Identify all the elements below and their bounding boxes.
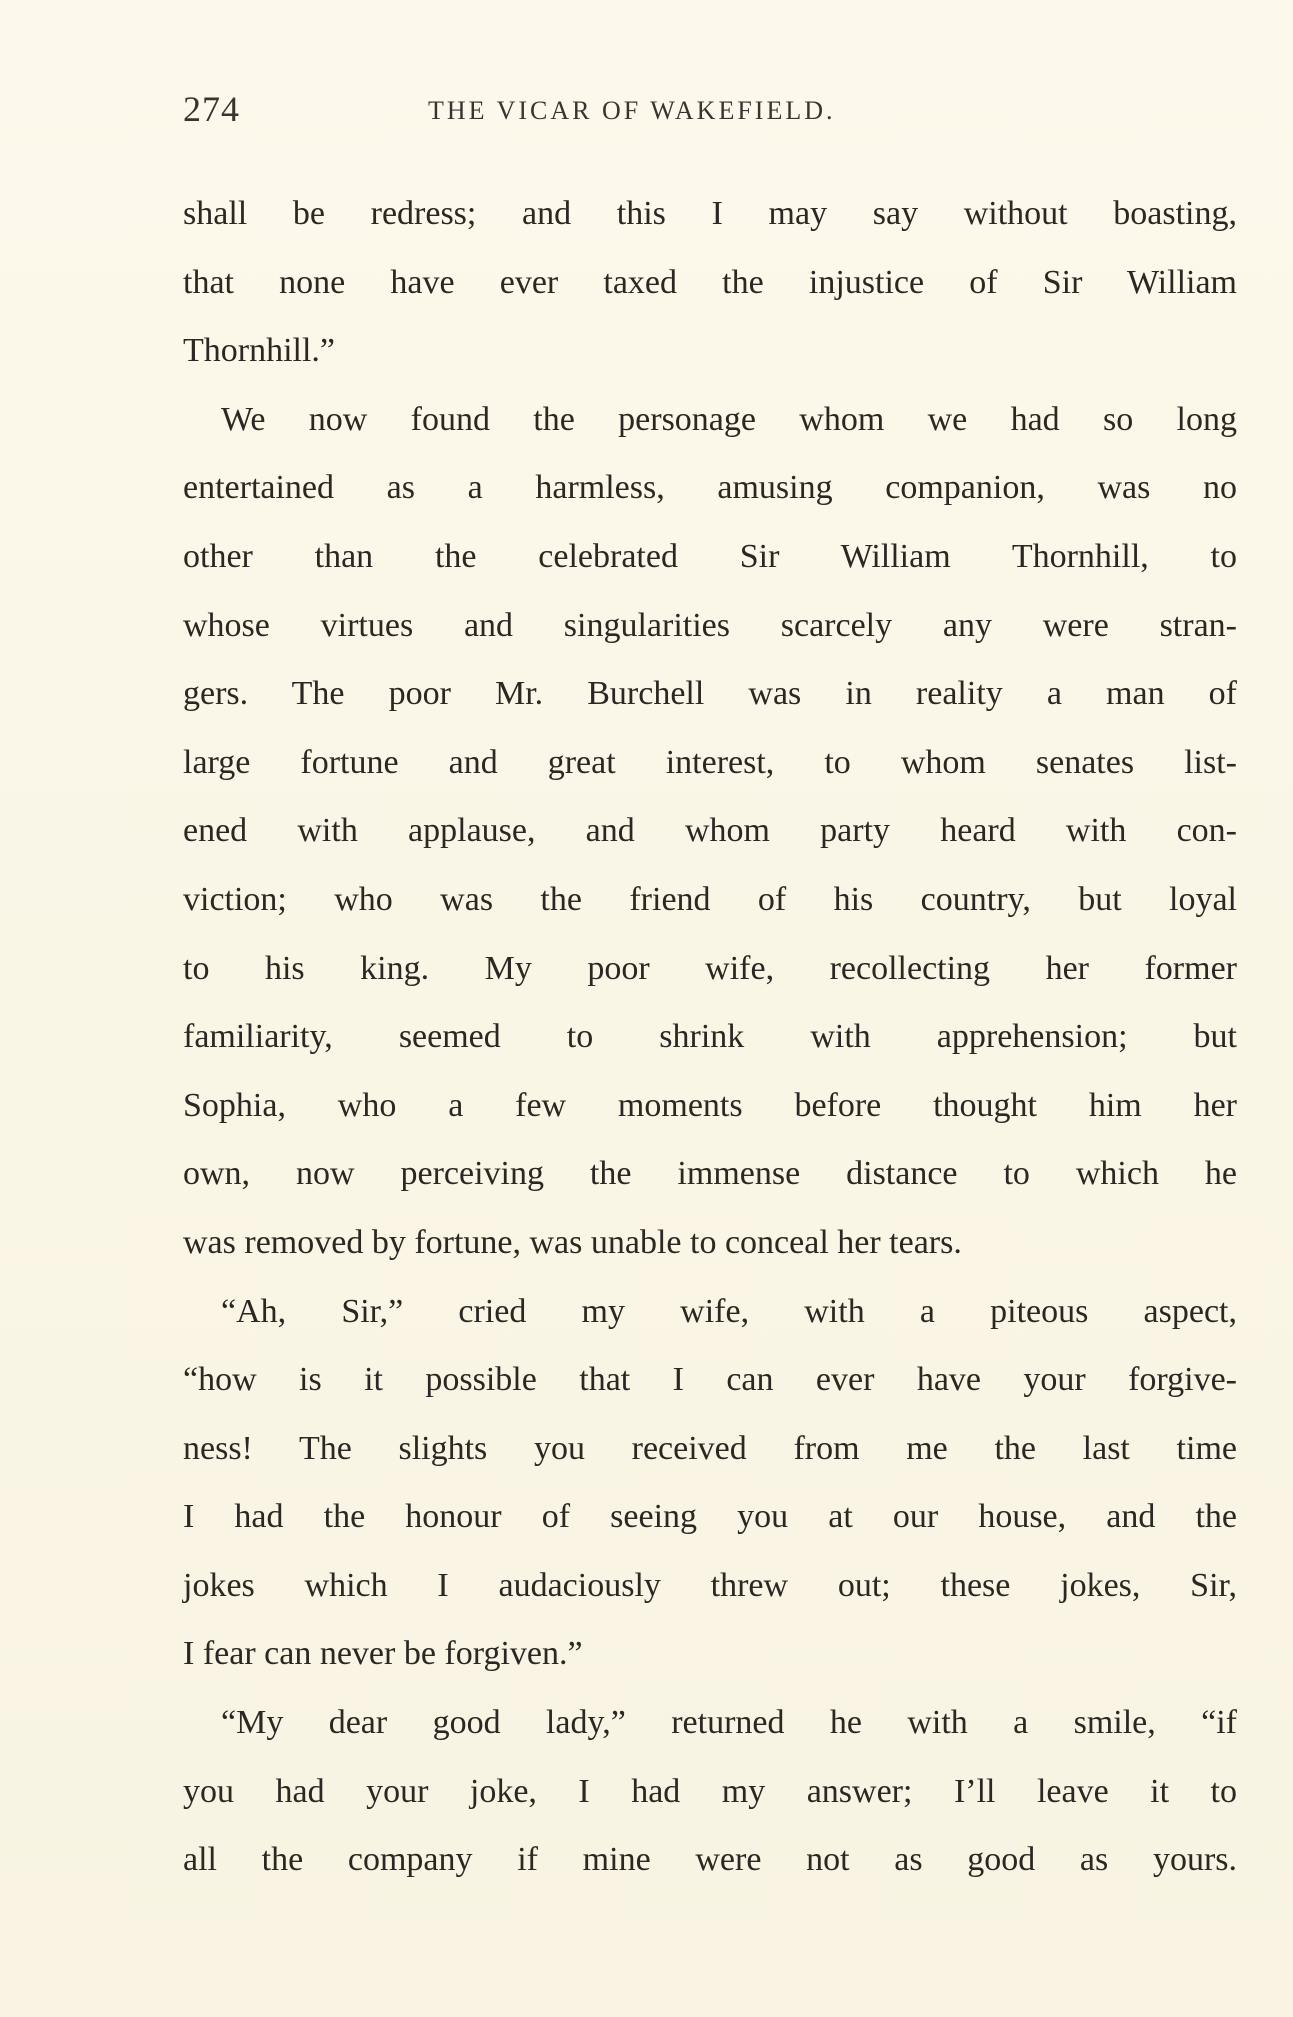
text-line: to his king. My poor wife, recollecting her former — [183, 949, 1237, 987]
text-line: that none have ever taxed the injustice of Sir William — [183, 263, 1237, 301]
text-line: “how is it possible that I can ever have your forgive- — [183, 1361, 1237, 1399]
text-line: entertained as a harmless, amusing companion, was no — [183, 469, 1237, 507]
text-line: viction; who was the friend of his country, but loyal — [183, 880, 1237, 918]
text-line: own, now perceiving the immense distance to which he — [183, 1155, 1237, 1193]
body-text — [183, 180, 1237, 1895]
text-line: Sophia, who a few moments before thought him her — [183, 1086, 1237, 1124]
text-line: I had the honour of seeing you at our house, and the — [183, 1498, 1237, 1536]
text-line: was removed by fortune, was unable to conceal her tears. — [183, 1223, 962, 1261]
page-number: 274 — [183, 89, 240, 129]
text-line: We now found the personage whom we had so long — [221, 400, 1237, 438]
text-line: ness! The slights you received from me the last time — [183, 1429, 1237, 1467]
text-line: Thornhill.” — [183, 332, 336, 370]
text-line: all the company if mine were not as good as yours. — [183, 1841, 1237, 1879]
text-line: familiarity, seemed to shrink with apprehension; but — [183, 1018, 1237, 1056]
text-line: whose virtues and singularities scarcely any were stran- — [183, 606, 1237, 644]
text-line: other than the celebrated Sir William Thornhill, to — [183, 537, 1237, 575]
text-line: jokes which I audaciously threw out; these jokes, Sir, — [183, 1566, 1237, 1604]
text-line: I fear can never be forgiven.” — [183, 1635, 583, 1673]
text-line: “Ah, Sir,” cried my wife, with a piteous aspect, — [221, 1292, 1237, 1330]
text-line: you had your joke, I had my answer; I’ll leave it to — [183, 1772, 1237, 1810]
text-line: large fortune and great interest, to whom senates list- — [183, 743, 1237, 781]
text-line: ened with applause, and whom party heard with con- — [183, 812, 1237, 850]
running-title: THE VICAR OF WAKEFIELD. — [428, 96, 836, 125]
text-line: “My dear good lady,” returned he with a smile, “if — [221, 1704, 1237, 1742]
page-header — [183, 88, 1083, 138]
text-line: gers. The poor Mr. Burchell was in reality a man of — [183, 675, 1237, 713]
text-line: shall be redress; and this I may say without boasting, — [183, 195, 1237, 232]
